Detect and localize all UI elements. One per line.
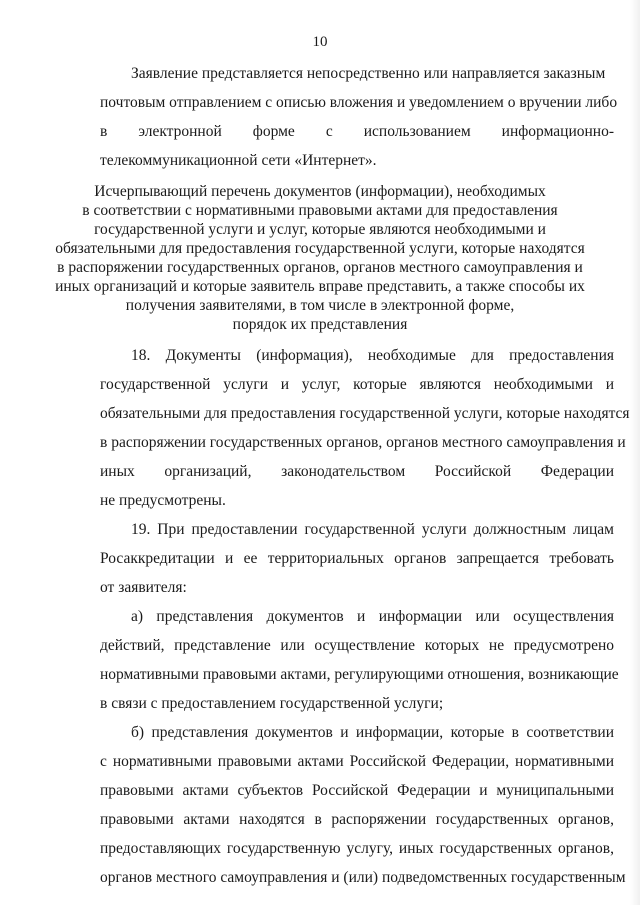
p18-line-2: государственной услуги и услуг, которые являются необходимыми и bbox=[100, 376, 614, 393]
heading-line-5: в распоряжении государственных органов, органов местного самоуправления и bbox=[57, 259, 583, 276]
heading-line-3: государственной услуги и услуг, которые являются необходимыми и bbox=[94, 221, 546, 238]
item-a-line-2: действий, представление или осуществление которых не предусмотрено bbox=[100, 637, 614, 654]
heading-line-2: в соответствии с нормативными правовыми актами для предоставления bbox=[82, 202, 558, 219]
p18-line-6: не предусмотрены. bbox=[100, 492, 226, 509]
p18-line-3: обязательными для предоставления государственной услуги, которые находятся bbox=[100, 405, 630, 422]
heading-line-6: иных организаций и которые заявитель вправе представить, а также способы их bbox=[55, 278, 585, 295]
item-b-line-3: правовыми актами субъектов Российской Федерации и муниципальными bbox=[100, 782, 614, 799]
item-b-line-2: с нормативными правовыми актами Российской Федерации, нормативными bbox=[100, 753, 614, 770]
item-b-line-1: б) представления документов и информации, которые в соответствии bbox=[131, 724, 614, 741]
heading-line-1: Исчерпывающий перечень документов (информации), необходимых bbox=[94, 183, 546, 200]
p18-line-4: в распоряжении государственных органов, органов местного самоуправления и bbox=[100, 434, 626, 451]
heading-line-8: порядок их представления bbox=[232, 316, 408, 333]
item-b-line-4: правовыми актами находятся в распоряжении государственных органов, bbox=[100, 811, 614, 828]
item-a-line-1: а) представления документов и информации или осуществления bbox=[131, 608, 614, 625]
intro-line-4: телекоммуникационной сети «Интернет». bbox=[100, 152, 377, 169]
p18-line-5: иных организаций, законодательством Российской Федерации bbox=[100, 463, 614, 480]
intro-line-1: Заявление представляется непосредственно или направляется заказным bbox=[131, 65, 606, 82]
intro-line-3: в электронной форме с использованием информационно- bbox=[100, 123, 614, 140]
intro-line-2: почтовым отправлением с описью вложения и уведомлением о вручении либо bbox=[100, 94, 618, 111]
heading-line-4: обязательными для предоставления государственной услуги, которые находятся bbox=[55, 240, 585, 257]
scan-edge-shadow bbox=[630, 0, 640, 905]
p19-line-2: Росаккредитации и ее территориальных органов запрещается требовать bbox=[100, 550, 614, 567]
heading-line-7: получения заявителями, в том числе в электронной форме, bbox=[125, 297, 515, 314]
item-a-line-4: в связи с предоставлением государственной услуги; bbox=[100, 695, 444, 712]
item-a-line-3: нормативными правовыми актами, регулирующими отношения, возникающие bbox=[100, 666, 619, 683]
page-number: 10 bbox=[312, 34, 328, 50]
item-b-line-6: органов местного самоуправления и (или) подведомственных государственным bbox=[100, 869, 626, 886]
item-b-line-5: предоставляющих государственную услугу, иных государственных органов, bbox=[100, 840, 614, 857]
p19-line-3: от заявителя: bbox=[100, 579, 187, 596]
p18-line-1: 18. Документы (информация), необходимые для предоставления bbox=[131, 347, 614, 364]
p19-line-1: 19. При предоставлении государственной услуги должностным лицам bbox=[131, 521, 614, 538]
